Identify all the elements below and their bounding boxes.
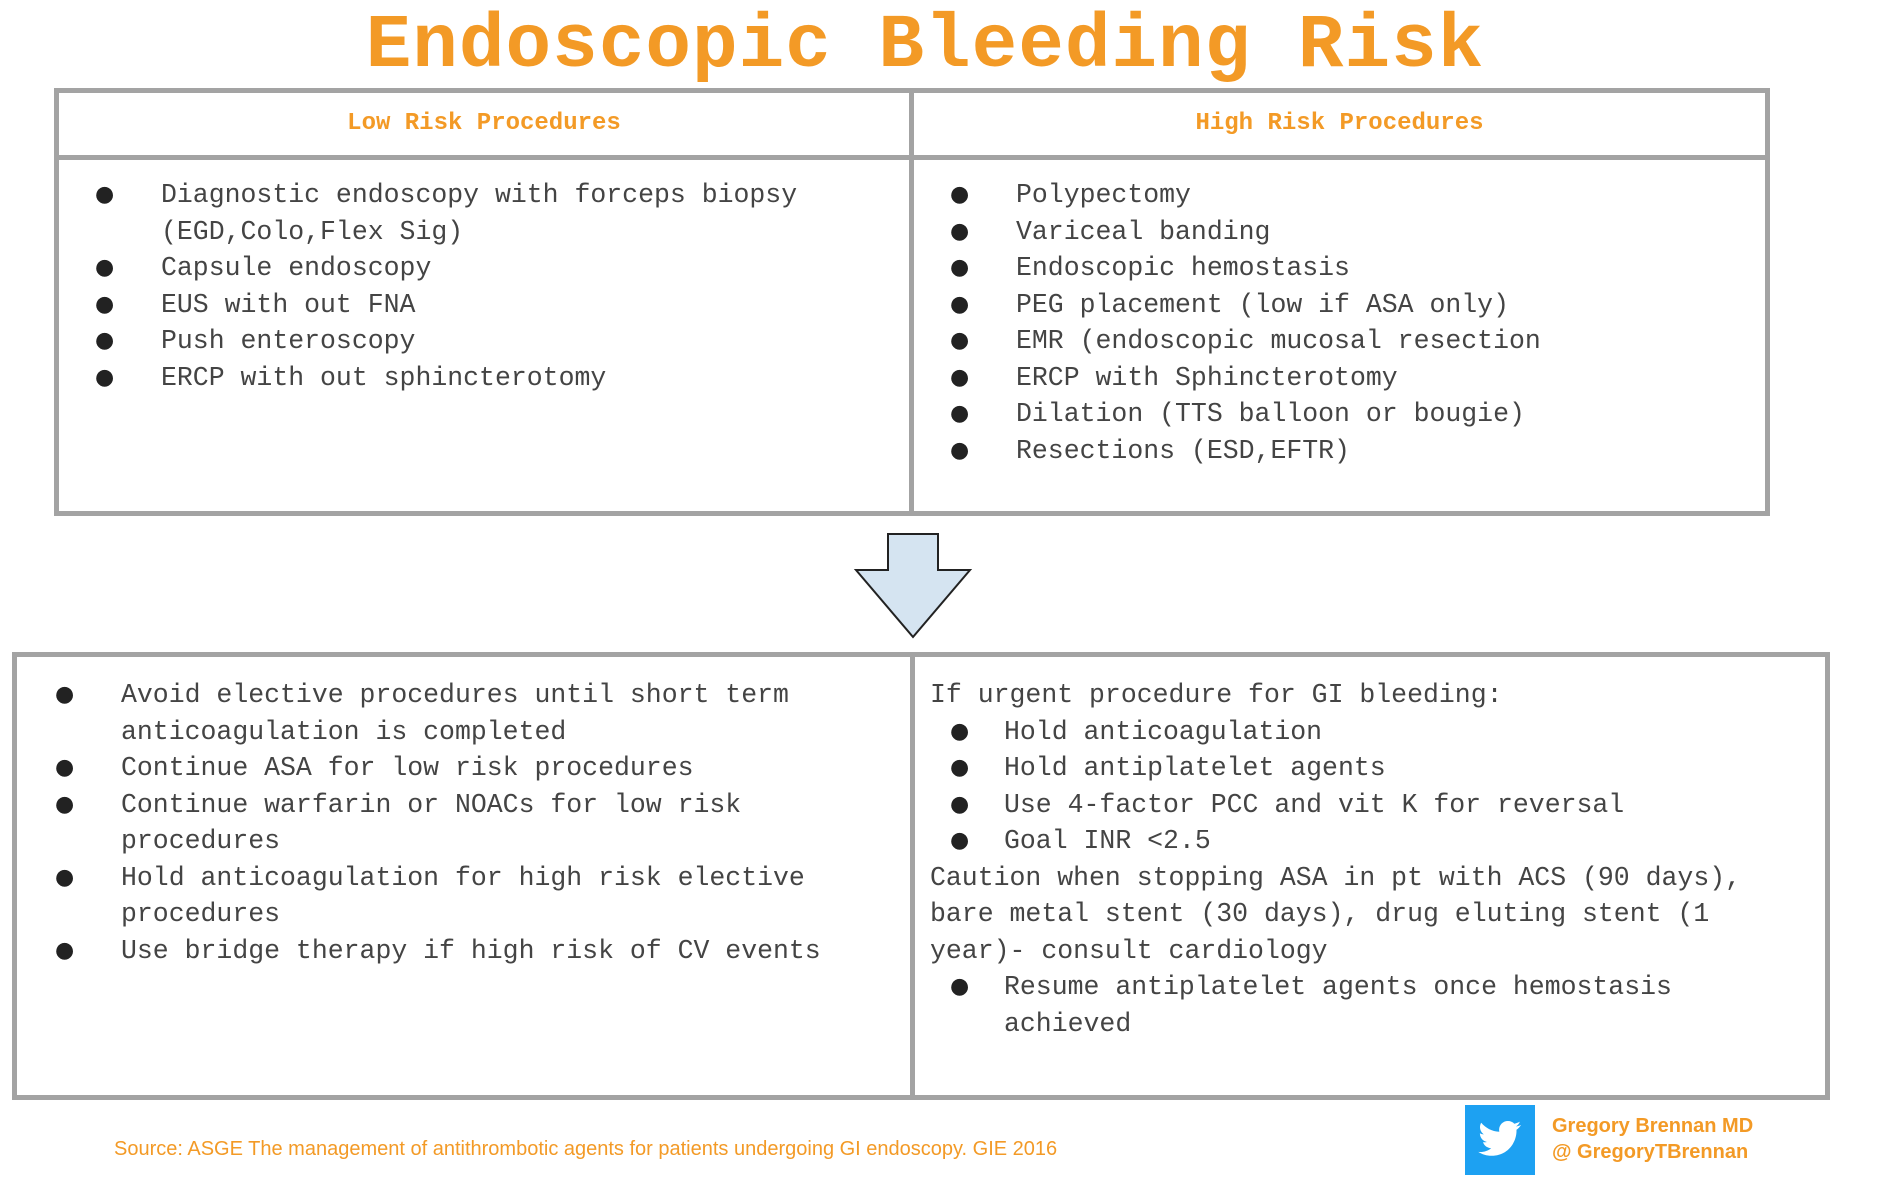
source-citation: Source: ASGE The management of antithrombotic agents for patients undergoing GI endoscopy. GIE 2016: [114, 1138, 1058, 1160]
down-arrow-icon: [850, 530, 976, 642]
caution-text: Caution when stopping ASA in pt with ACS (90 days), bare metal stent (30 days), drug eluting stent (1 year)- consult cardiology: [930, 862, 1742, 966]
list-item: ● ERCP with out sphincterotomy: [95, 360, 885, 397]
high-risk-list-cell: [950, 177, 1750, 469]
resume-list: [930, 969, 1810, 1042]
list-item: ● EMR (endoscopic mucosal resection: [950, 323, 1750, 360]
list-item: ● Use bridge therapy if high risk of CV events: [55, 933, 895, 970]
list-item: ● Hold antiplatelet agents: [930, 750, 1810, 787]
high-risk-header: High Risk Procedures: [1195, 110, 1484, 137]
list-item: ● Variceal banding: [950, 214, 1750, 251]
author-handle: @ GregoryTBrennan: [1552, 1141, 1749, 1163]
procedure-risk-table: [54, 88, 1770, 516]
resume-item: ● Resume antiplatelet agents once hemostasis achieved: [930, 969, 1810, 1042]
list-item: ● Push enteroscopy: [95, 323, 885, 360]
elective-guidance-cell: [55, 677, 895, 969]
management-column-divider: [910, 657, 915, 1095]
list-item: ● Polypectomy: [950, 177, 1750, 214]
author-credit: [1552, 1113, 1753, 1165]
author-name: Gregory Brennan MD: [1552, 1115, 1754, 1137]
list-item: ● Continue warfarin or NOACs for low risk procedures: [55, 787, 895, 860]
list-item: ● Capsule endoscopy: [95, 250, 885, 287]
elective-guidance-list: [55, 677, 895, 969]
list-item: ● PEG placement (low if ASA only): [950, 287, 1750, 324]
list-item: ● EUS with out FNA: [95, 287, 885, 324]
list-item: ● Avoid elective procedures until short term anticoagulation is completed: [55, 677, 895, 750]
low-risk-header: Low Risk Procedures: [347, 110, 621, 137]
urgent-guidance-cell: [930, 677, 1810, 1042]
list-item: ● Diagnostic endoscopy with forceps biopsy (EGD,Colo,Flex Sig): [95, 177, 885, 250]
twitter-bird-icon: [1465, 1105, 1535, 1175]
list-item: ● Endoscopic hemostasis: [950, 250, 1750, 287]
low-risk-list-cell: [95, 177, 885, 396]
urgent-intro: If urgent procedure for GI bleeding:: [930, 680, 1503, 710]
list-item: ● ERCP with Sphincterotomy: [950, 360, 1750, 397]
list-item: ● Resections (ESD,EFTR): [950, 433, 1750, 470]
management-table: [12, 652, 1830, 1100]
table-column-divider: [909, 93, 914, 511]
list-item: ● Goal INR <2.5: [930, 823, 1810, 860]
list-item: ● Hold anticoagulation: [930, 714, 1810, 751]
low-risk-list: [95, 177, 885, 396]
twitter-logo: [1465, 1105, 1535, 1175]
list-item: ● Dilation (TTS balloon or bougie): [950, 396, 1750, 433]
list-item: ● Hold anticoagulation for high risk elective procedures: [55, 860, 895, 933]
list-item: ● Continue ASA for low risk procedures: [55, 750, 895, 787]
page-title: Endoscopic Bleeding Risk: [365, 3, 1485, 89]
high-risk-list: [950, 177, 1750, 469]
urgent-guidance-list: [930, 714, 1810, 860]
list-item: ● Use 4-factor PCC and vit K for reversal: [930, 787, 1810, 824]
